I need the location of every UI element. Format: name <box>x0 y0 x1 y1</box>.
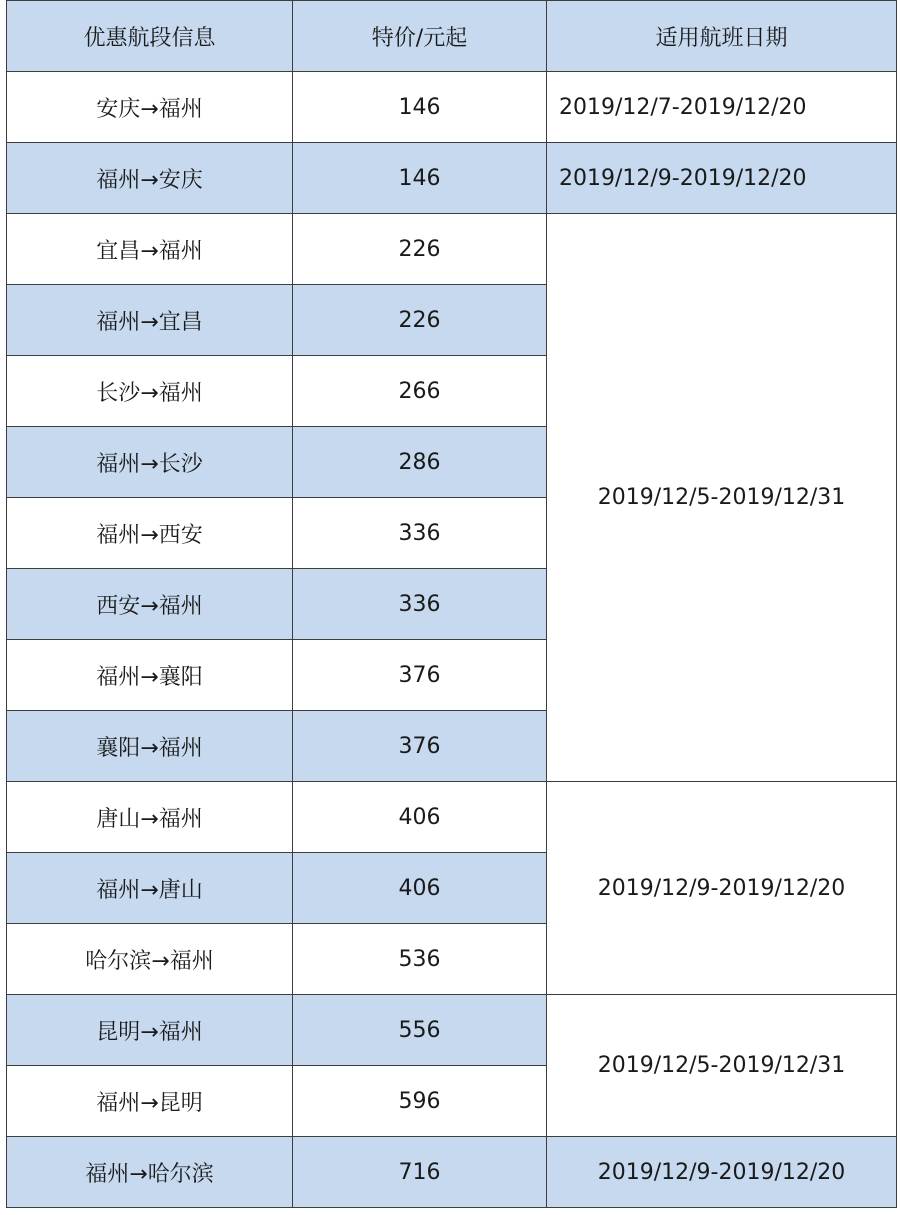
route-cell: 宜昌→福州 <box>7 214 293 285</box>
route-cell: 福州→西安 <box>7 498 293 569</box>
date-cell: 2019/12/9-2019/12/20 <box>547 143 897 214</box>
price-cell: 716 <box>293 1137 547 1208</box>
route-cell: 昆明→福州 <box>7 995 293 1066</box>
header-price: 特价/元起 <box>293 1 547 72</box>
table-row <box>7 1137 897 1208</box>
price-cell: 146 <box>293 143 547 214</box>
price-cell: 226 <box>293 214 547 285</box>
table-row <box>7 143 897 214</box>
date-cell: 2019/12/5-2019/12/31 <box>547 995 897 1137</box>
date-cell: 2019/12/7-2019/12/20 <box>547 72 897 143</box>
route-cell: 福州→襄阳 <box>7 640 293 711</box>
price-cell: 556 <box>293 995 547 1066</box>
price-cell: 406 <box>293 853 547 924</box>
header-route: 优惠航段信息 <box>7 1 293 72</box>
route-cell: 长沙→福州 <box>7 356 293 427</box>
price-cell: 266 <box>293 356 547 427</box>
table-row <box>7 995 897 1066</box>
price-cell: 336 <box>293 569 547 640</box>
table-row <box>7 214 897 285</box>
route-cell: 福州→长沙 <box>7 427 293 498</box>
route-cell: 福州→哈尔滨 <box>7 1137 293 1208</box>
price-cell: 146 <box>293 72 547 143</box>
table-row <box>7 782 897 853</box>
route-cell: 福州→宜昌 <box>7 285 293 356</box>
route-cell: 襄阳→福州 <box>7 711 293 782</box>
date-cell: 2019/12/5-2019/12/31 <box>547 214 897 782</box>
route-cell: 安庆→福州 <box>7 72 293 143</box>
price-cell: 376 <box>293 640 547 711</box>
price-cell: 226 <box>293 285 547 356</box>
fare-table <box>6 0 897 1208</box>
route-cell: 福州→安庆 <box>7 143 293 214</box>
fare-table-container <box>6 0 897 1208</box>
price-cell: 596 <box>293 1066 547 1137</box>
table-row <box>7 72 897 143</box>
price-cell: 376 <box>293 711 547 782</box>
route-cell: 哈尔滨→福州 <box>7 924 293 995</box>
date-cell: 2019/12/9-2019/12/20 <box>547 1137 897 1208</box>
price-cell: 336 <box>293 498 547 569</box>
price-cell: 406 <box>293 782 547 853</box>
date-cell: 2019/12/9-2019/12/20 <box>547 782 897 995</box>
route-cell: 福州→昆明 <box>7 1066 293 1137</box>
route-cell: 福州→唐山 <box>7 853 293 924</box>
price-cell: 536 <box>293 924 547 995</box>
route-cell: 西安→福州 <box>7 569 293 640</box>
price-cell: 286 <box>293 427 547 498</box>
header-row <box>7 1 897 72</box>
route-cell: 唐山→福州 <box>7 782 293 853</box>
header-date: 适用航班日期 <box>547 1 897 72</box>
